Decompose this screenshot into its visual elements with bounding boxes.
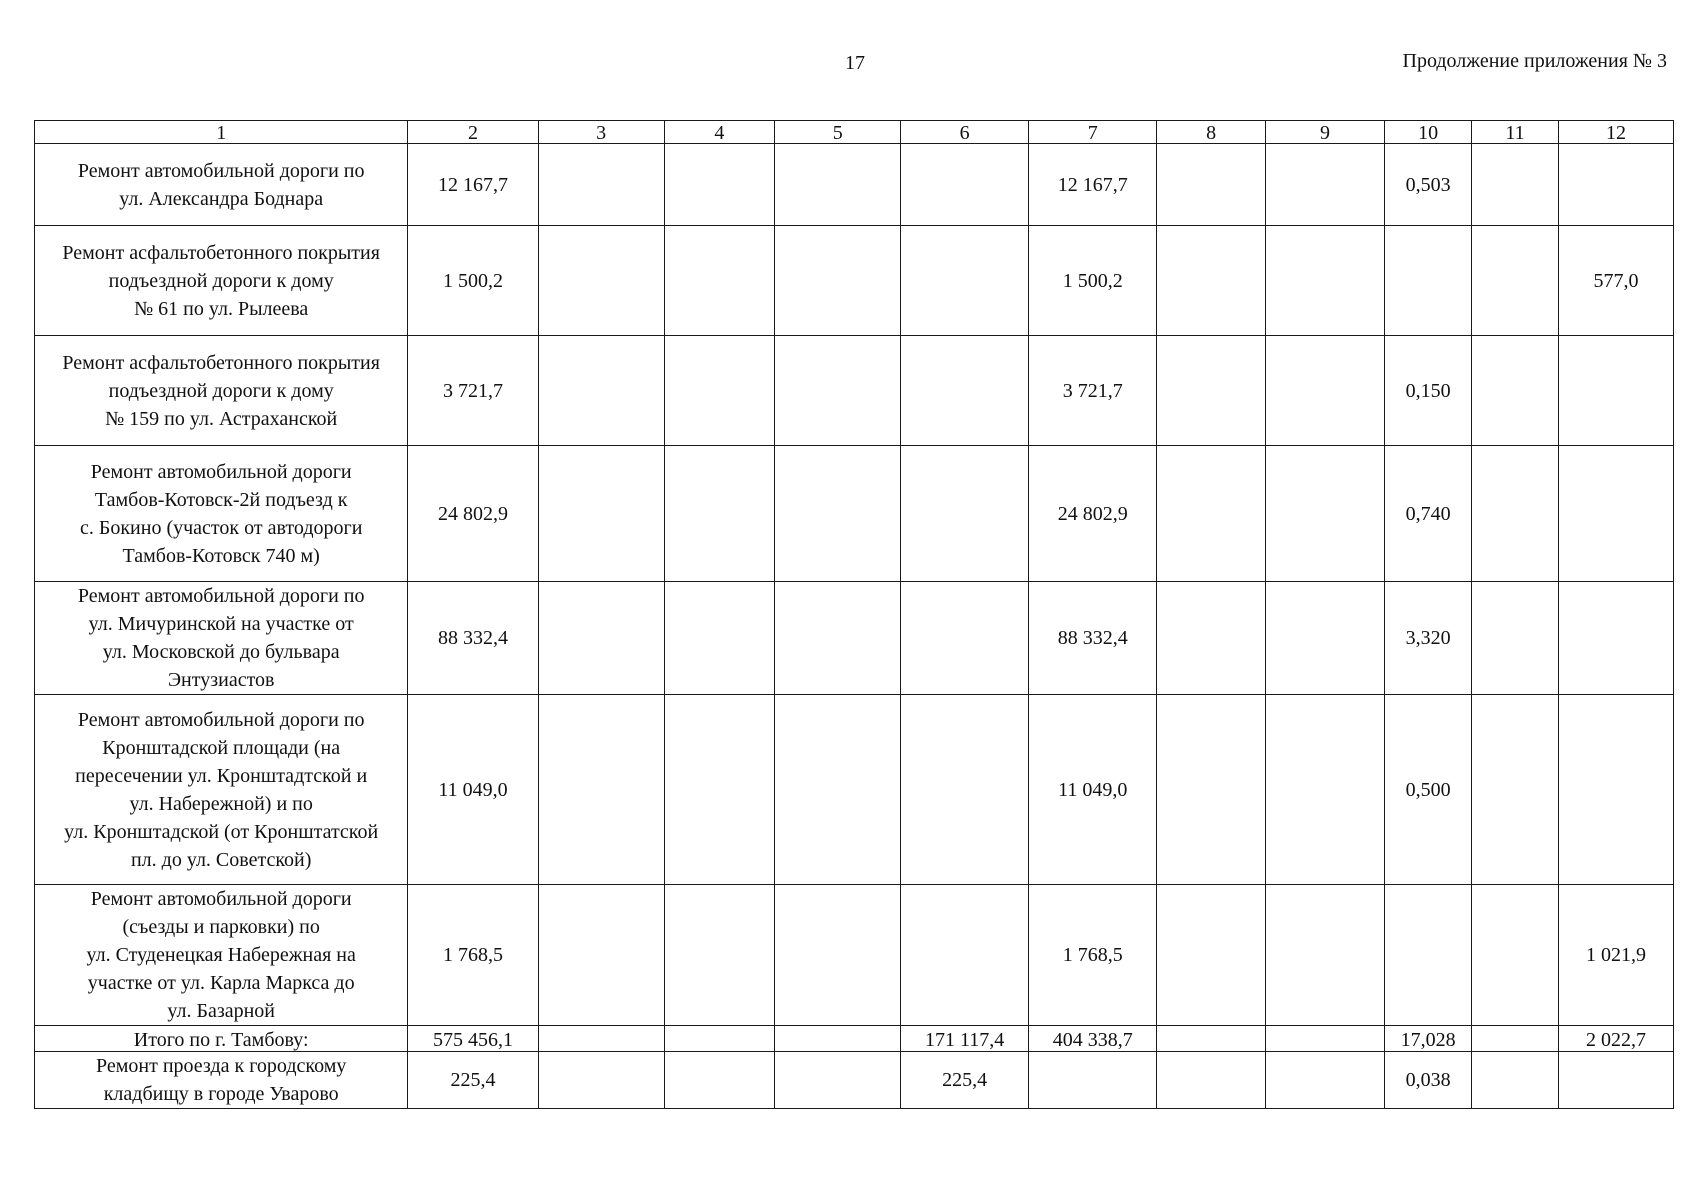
value-cell-c2: 88 332,4 <box>408 582 538 695</box>
value-cell-c10: 3,320 <box>1385 582 1472 695</box>
description-line: Ремонт проезда к городскому <box>96 1055 347 1077</box>
value-cell-c6 <box>901 226 1029 336</box>
total-row <box>35 1026 1674 1052</box>
value-cell-c2: 12 167,7 <box>408 144 538 226</box>
value-cell-c2: 1 500,2 <box>408 226 538 336</box>
value-cell-c2: 225,4 <box>408 1052 538 1109</box>
value-cell-c10 <box>1385 885 1472 1026</box>
description-line: с. Бокино (участок от автодороги <box>79 516 363 539</box>
column-number-7: 7 <box>1029 121 1157 144</box>
value-cell-c8 <box>1157 695 1266 885</box>
description-line: Ремонт автомобильной дороги по <box>77 585 365 607</box>
value-cell-c3 <box>538 336 664 446</box>
column-number-12: 12 <box>1558 121 1673 144</box>
value-cell-c4 <box>664 144 775 226</box>
value-cell-c11 <box>1472 1052 1559 1109</box>
work-description <box>35 226 408 336</box>
description-line: ул. Мичуринской на участке от <box>88 613 354 635</box>
work-description <box>35 144 408 226</box>
description-line: Ремонт автомобильной дороги <box>90 460 352 483</box>
value-cell-c11 <box>1472 446 1559 582</box>
value-cell-c11 <box>1472 336 1559 446</box>
value-cell-c5 <box>775 1026 901 1052</box>
table-row <box>35 695 1674 885</box>
value-cell-c12 <box>1558 446 1673 582</box>
description-line: Энтузиастов <box>167 669 275 691</box>
value-cell-c4 <box>664 226 775 336</box>
description-line: № 61 по ул. Рылеева <box>134 297 309 320</box>
value-cell-c4 <box>664 695 775 885</box>
value-cell-c4 <box>664 446 775 582</box>
value-cell-c3 <box>538 1052 664 1109</box>
work-description <box>35 695 408 885</box>
column-number-4: 4 <box>664 121 775 144</box>
table-row <box>35 1052 1674 1109</box>
column-number-10: 10 <box>1385 121 1472 144</box>
description-line: пересечении ул. Кронштадтской и <box>75 764 368 787</box>
value-cell-c3 <box>538 695 664 885</box>
work-description <box>35 336 408 446</box>
value-cell-c11 <box>1472 144 1559 226</box>
value-cell-c5 <box>775 1052 901 1109</box>
table-row <box>35 226 1674 336</box>
value-cell-c4 <box>664 336 775 446</box>
column-number-9: 9 <box>1265 121 1384 144</box>
work-description <box>35 885 408 1026</box>
description-line: ул. Александра Боднара <box>119 187 324 210</box>
value-cell-c8 <box>1157 226 1266 336</box>
table-row <box>35 582 1674 695</box>
budget-table <box>34 120 1674 1109</box>
description-line: ул. Кронштадской (от Кронштатской <box>64 820 379 843</box>
value-cell-c10: 0,740 <box>1385 446 1472 582</box>
value-cell-c7: 1 500,2 <box>1029 226 1157 336</box>
description-line: ул. Московской до бульвара <box>102 641 340 663</box>
value-cell-c2: 3 721,7 <box>408 336 538 446</box>
value-cell-c7: 24 802,9 <box>1029 446 1157 582</box>
work-description <box>35 582 408 695</box>
description-line: пл. до ул. Советской) <box>130 848 312 871</box>
value-cell-c3 <box>538 885 664 1026</box>
value-cell-c2: 1 768,5 <box>408 885 538 1026</box>
value-cell-c12 <box>1558 695 1673 885</box>
value-cell-c2: 24 802,9 <box>408 446 538 582</box>
value-cell-c3 <box>538 226 664 336</box>
value-cell-c6 <box>901 446 1029 582</box>
table-row <box>35 885 1674 1026</box>
value-cell-c10: 0,500 <box>1385 695 1472 885</box>
value-cell-c6 <box>901 885 1029 1026</box>
value-cell-c7: 11 049,0 <box>1029 695 1157 885</box>
value-cell-c12: 577,0 <box>1558 226 1673 336</box>
value-cell-c11 <box>1472 582 1559 695</box>
value-cell-c7: 1 768,5 <box>1029 885 1157 1026</box>
column-number-5: 5 <box>775 121 901 144</box>
value-cell-c9 <box>1265 695 1384 885</box>
value-cell-c6 <box>901 695 1029 885</box>
value-cell-c12 <box>1558 582 1673 695</box>
value-cell-c9 <box>1265 226 1384 336</box>
value-cell-c8 <box>1157 336 1266 446</box>
value-cell-c5 <box>775 226 901 336</box>
value-cell-c5 <box>775 695 901 885</box>
column-number-8: 8 <box>1157 121 1266 144</box>
value-cell-c12 <box>1558 144 1673 226</box>
value-cell-c8 <box>1157 582 1266 695</box>
value-cell-c8 <box>1157 144 1266 226</box>
value-cell-c7: 3 721,7 <box>1029 336 1157 446</box>
description-line: ул. Студенецкая Набережная на <box>86 944 356 966</box>
work-description <box>35 446 408 582</box>
value-cell-c10: 17,028 <box>1385 1026 1472 1052</box>
column-number-row <box>35 121 1674 144</box>
value-cell-c11 <box>1472 1026 1559 1052</box>
value-cell-c10: 0,150 <box>1385 336 1472 446</box>
value-cell-c4 <box>664 885 775 1026</box>
value-cell-c7: 404 338,7 <box>1029 1026 1157 1052</box>
value-cell-c5 <box>775 144 901 226</box>
value-cell-c7: 88 332,4 <box>1029 582 1157 695</box>
description-line: Ремонт автомобильной дороги по <box>77 708 365 731</box>
value-cell-c12 <box>1558 1052 1673 1109</box>
value-cell-c9 <box>1265 446 1384 582</box>
description-line: Ремонт автомобильной дороги <box>90 888 352 910</box>
value-cell-c9 <box>1265 885 1384 1026</box>
description-line: Тамбов-Котовск-2й подъезд к <box>94 488 348 511</box>
value-cell-c12: 2 022,7 <box>1558 1026 1673 1052</box>
column-number-11: 11 <box>1472 121 1559 144</box>
description-line: Тамбов-Котовск 740 м) <box>122 544 320 567</box>
value-cell-c8 <box>1157 1026 1266 1052</box>
value-cell-c5 <box>775 885 901 1026</box>
value-cell-c10 <box>1385 226 1472 336</box>
value-cell-c6: 171 117,4 <box>901 1026 1029 1052</box>
value-cell-c4 <box>664 582 775 695</box>
value-cell-c4 <box>664 1052 775 1109</box>
total-label: Итого по г. Тамбову: <box>35 1026 408 1052</box>
value-cell-c10: 0,038 <box>1385 1052 1472 1109</box>
description-line: ул. Набережной) и по <box>129 792 313 815</box>
value-cell-c6 <box>901 336 1029 446</box>
value-cell-c5 <box>775 582 901 695</box>
description-line: (съезды и парковки) по <box>122 916 320 938</box>
page-number: 17 <box>845 52 865 74</box>
value-cell-c11 <box>1472 695 1559 885</box>
value-cell-c12 <box>1558 336 1673 446</box>
description-line: ул. Базарной <box>167 1000 276 1022</box>
description-line: Ремонт автомобильной дороги по <box>77 159 365 182</box>
table-row <box>35 144 1674 226</box>
value-cell-c9 <box>1265 1026 1384 1052</box>
description-line: Ремонт асфальтобетонного покрытия <box>62 241 380 264</box>
value-cell-c9 <box>1265 582 1384 695</box>
value-cell-c5 <box>775 336 901 446</box>
value-cell-c3 <box>538 582 664 695</box>
value-cell-c7: 12 167,7 <box>1029 144 1157 226</box>
value-cell-c11 <box>1472 885 1559 1026</box>
value-cell-c6 <box>901 582 1029 695</box>
value-cell-c2: 11 049,0 <box>408 695 538 885</box>
value-cell-c8 <box>1157 1052 1266 1109</box>
value-cell-c3 <box>538 446 664 582</box>
description-line: подъездной дороги к дому <box>108 269 334 292</box>
value-cell-c12: 1 021,9 <box>1558 885 1673 1026</box>
column-number-6: 6 <box>901 121 1029 144</box>
value-cell-c11 <box>1472 226 1559 336</box>
value-cell-c3 <box>538 144 664 226</box>
value-cell-c2: 575 456,1 <box>408 1026 538 1052</box>
value-cell-c5 <box>775 446 901 582</box>
value-cell-c9 <box>1265 144 1384 226</box>
value-cell-c9 <box>1265 1052 1384 1109</box>
description-line: кладбищу в городе Уварово <box>103 1083 339 1105</box>
column-number-3: 3 <box>538 121 664 144</box>
column-number-2: 2 <box>408 121 538 144</box>
value-cell-c10: 0,503 <box>1385 144 1472 226</box>
value-cell-c9 <box>1265 336 1384 446</box>
value-cell-c8 <box>1157 885 1266 1026</box>
appendix-continuation-note: Продолжение приложения № 3 <box>1402 50 1667 72</box>
value-cell-c8 <box>1157 446 1266 582</box>
description-line: подъездной дороги к дому <box>108 379 334 402</box>
table-row <box>35 446 1674 582</box>
value-cell-c4 <box>664 1026 775 1052</box>
description-line: № 159 по ул. Астраханской <box>105 407 338 430</box>
work-description <box>35 1052 408 1109</box>
value-cell-c6: 225,4 <box>901 1052 1029 1109</box>
description-line: Ремонт асфальтобетонного покрытия <box>62 351 380 374</box>
table-row <box>35 336 1674 446</box>
value-cell-c7 <box>1029 1052 1157 1109</box>
description-line: участке от ул. Карла Маркса до <box>87 972 355 994</box>
value-cell-c3 <box>538 1026 664 1052</box>
description-line: Кронштадской площади (на <box>102 736 341 759</box>
value-cell-c6 <box>901 144 1029 226</box>
column-number-1: 1 <box>35 121 408 144</box>
